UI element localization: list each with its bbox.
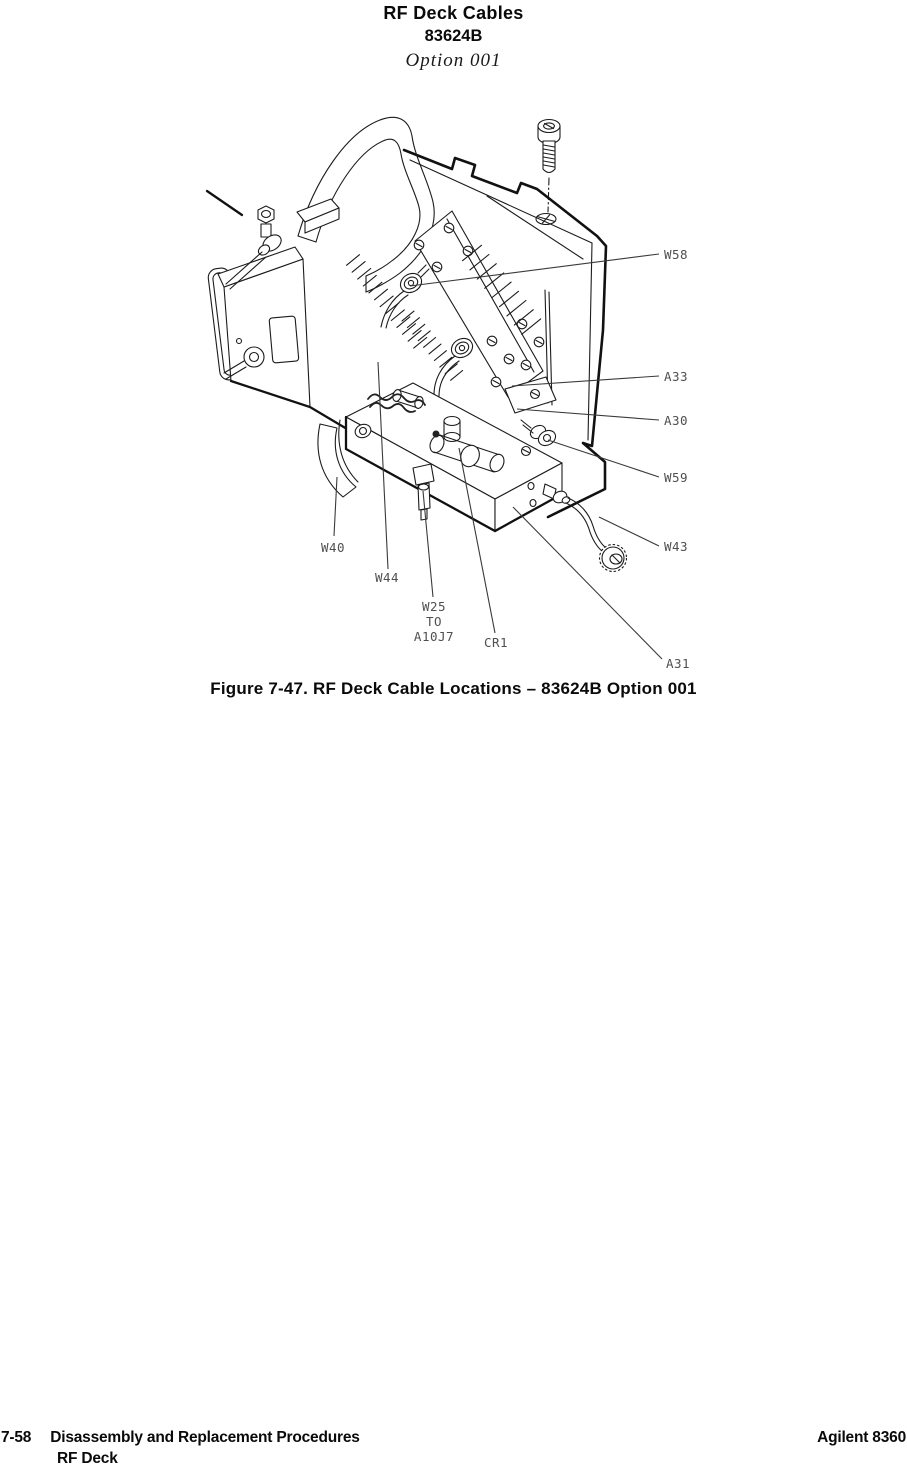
figure-7-47 (0, 0, 907, 735)
lower-box-assembly (346, 377, 627, 572)
callout-w58-label: W58 (664, 247, 689, 262)
page-number: 7-58 (1, 1429, 32, 1446)
left-assembly (207, 191, 347, 429)
callout-w44-label: W44 (375, 570, 400, 585)
footer-section: Disassembly and Replacement Procedures (50, 1429, 360, 1446)
figure-caption: Figure 7-47. RF Deck Cable Locations – 83624B Option 001 (210, 679, 697, 698)
callout-cr1-label: CR1 (484, 635, 509, 650)
footer-left (1, 1429, 360, 1447)
callout-w43-leader (599, 517, 659, 546)
hex-bolt (258, 206, 274, 223)
slanted-plate (347, 211, 544, 397)
rf-deck-illustration (0, 0, 907, 735)
screw-centerline (548, 178, 549, 212)
sma-connector-plate-top (397, 265, 429, 296)
callout-a30-label: A30 (664, 413, 689, 428)
page-footer (0, 1429, 907, 1468)
callout-w25-label: W25 (421, 599, 447, 614)
footer-subsection: RF Deck (57, 1450, 118, 1467)
footer-right: Agilent 8360 (817, 1429, 906, 1446)
mounting-screw (536, 120, 560, 225)
doc-title: RF Deck Cables (383, 3, 524, 23)
sma-connector-lower (244, 347, 264, 367)
callout-w59-label: W59 (664, 470, 689, 485)
callout-w40-label: W40 (321, 540, 346, 555)
callout-w25-label: A10J7 (413, 629, 455, 644)
doc-model: 83624B (424, 26, 483, 45)
doc-option: Option 001 (405, 50, 502, 72)
small-module (269, 316, 299, 363)
callout-w25-label: TO (425, 614, 443, 629)
callout-a31-leader (513, 507, 662, 659)
callout-w43-label: W43 (664, 539, 689, 554)
w43-cable (543, 484, 627, 572)
callout-a33-label: A33 (664, 369, 689, 384)
callout-w59-leader (548, 440, 659, 477)
callout-a31-label: A31 (666, 656, 691, 671)
